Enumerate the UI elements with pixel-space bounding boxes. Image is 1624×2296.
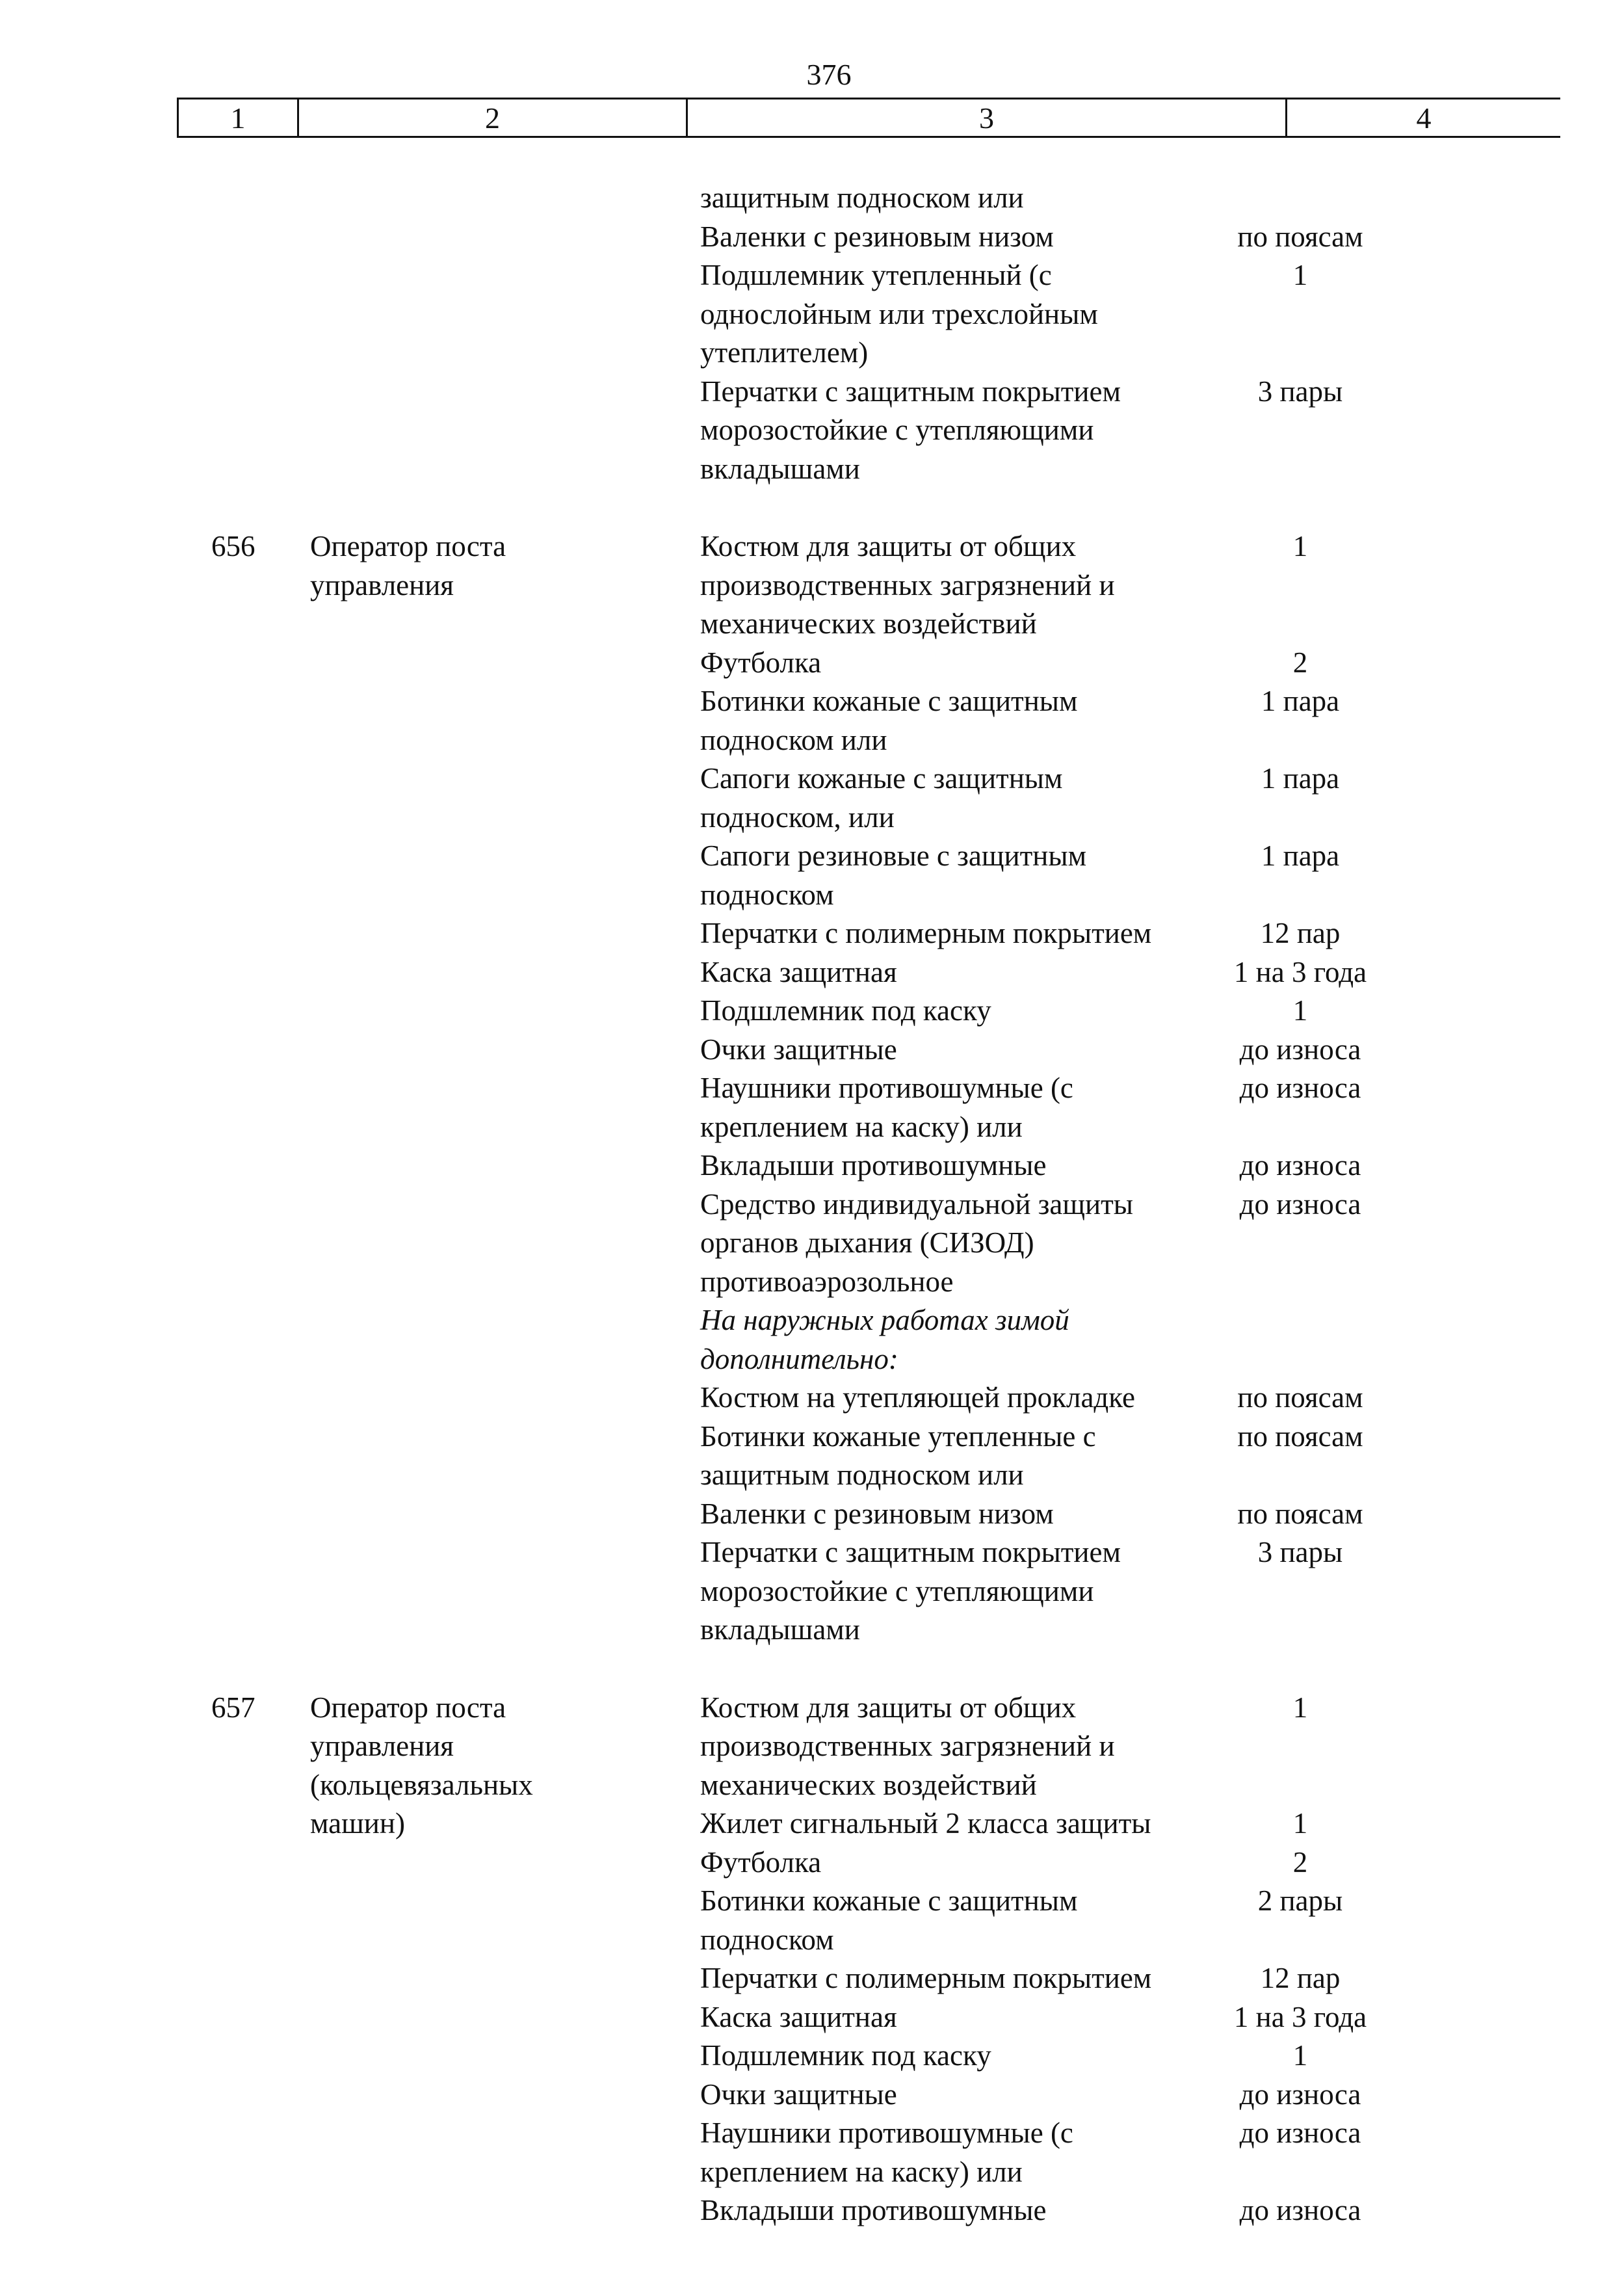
header-col-2: 2 — [299, 99, 688, 136]
continuation-item-1-line-0: Валенки с резиновым низом — [700, 220, 1054, 253]
continuation-item-3-line-2: вкладышами — [700, 452, 860, 485]
entry-657-item-3-line-0: Ботинки кожаные с защитным — [700, 1884, 1078, 1917]
entry-656-item-4-line-1: подноском — [700, 878, 834, 911]
entry-657-profession-line-2: (кольцевязальных — [310, 1768, 533, 1801]
page-number: 376 — [806, 58, 852, 91]
entry-657-number: 657 — [211, 1691, 255, 1724]
entry-657-profession-line-0: Оператор поста — [310, 1691, 506, 1724]
entry-656-profession-line-1: управления — [310, 568, 454, 601]
continuation-item-2-line-0: Подшлемник утепленный (с — [700, 259, 1052, 291]
entry-657-item-0-line-1: производственных загрязнений и — [700, 1730, 1115, 1762]
entry-656-item-9-line-1: креплением на каску) или — [700, 1110, 1023, 1143]
entry-657-profession-line-1: управления — [310, 1730, 454, 1762]
entry-656-item-6-line-0: Каска защитная — [700, 955, 897, 988]
entry-657-profession-line-3: машин) — [310, 1807, 405, 1840]
continuation-item-3-line-0: Перчатки с защитным покрытием — [700, 375, 1121, 408]
entry-656-item-2-line-0: Ботинки кожаные с защитным — [700, 685, 1078, 717]
entry-656-item-11-line-1: органов дыхания (СИЗОД) — [700, 1226, 1034, 1259]
entry-657-item-6-line-0: Подшлемник под каску — [700, 2039, 991, 2072]
entry-657-item-8-line-1: креплением на каску) или — [700, 2155, 1023, 2188]
entry-656-number: 656 — [211, 530, 255, 562]
continuation-item-2-line-1: однослойным или трехслойным — [700, 297, 1098, 330]
entry-656-item-2-line-1: подноском или — [700, 723, 887, 756]
entry-656-item-0-line-1: производственных загрязнений и — [700, 568, 1115, 601]
entry-656-item-9-line-0: Наушники противошумные (с — [700, 1072, 1073, 1104]
table-header — [177, 98, 1560, 138]
entry-656-item-16-line-1: морозостойкие с утепляющими — [700, 1574, 1094, 1607]
entry-656-profession-line-0: Оператор поста — [310, 530, 506, 562]
entry-657-item-5-line-0: Каска защитная — [700, 2000, 897, 2033]
entry-656-item-12-line-1: дополнительно: — [700, 1342, 898, 1375]
entry-656-item-0-line-0: Костюм для защиты от общих — [700, 530, 1077, 562]
entry-656-item-12-line-0: На наружных работах зимой — [700, 1304, 1069, 1336]
entry-657-item-7-line-0: Очки защитные — [700, 2078, 897, 2111]
entry-657-item-1-line-0: Жилет сигнальный 2 класса защиты — [700, 1807, 1151, 1840]
entry-656-item-0-line-2: механических воздействий — [700, 607, 1037, 640]
entry-656-item-16-line-2: вкладышами — [700, 1613, 860, 1646]
entry-656-item-1-line-0: Футболка — [700, 646, 822, 679]
entry-656-item-13-line-0: Костюм на утепляющей прокладке — [700, 1381, 1136, 1414]
entry-656-item-14-line-1: защитным подноском или — [700, 1458, 1024, 1491]
entry-657-item-3-line-1: подноском — [700, 1923, 834, 1956]
continuation-item-3-line-1: морозостойкие с утепляющими — [700, 414, 1094, 446]
entry-657-item-2-line-0: Футболка — [700, 1845, 822, 1879]
entry-656-item-11-line-0: Средство индивидуальной защиты — [700, 1187, 1134, 1221]
header-col-1: 1 — [179, 99, 299, 136]
header-col-3: 3 — [688, 99, 1287, 136]
entry-656-item-11-line-2: противоаэрозольное — [700, 1265, 954, 1298]
entry-656-item-7-line-0: Подшлемник под каску — [700, 994, 991, 1027]
entry-657-item-9-line-0: Вкладыши противошумные — [700, 2194, 1047, 2226]
entry-657-item-0-line-2: механических воздействий — [700, 1768, 1037, 1801]
entry-656-item-8-line-0: Очки защитные — [700, 1033, 897, 1066]
entry-656-item-4-line-0: Сапоги резиновые с защитным — [700, 839, 1087, 872]
continuation-item-2-line-2: утеплителем) — [700, 336, 869, 369]
entry-656-item-16-line-0: Перчатки с защитным покрытием — [700, 1536, 1121, 1568]
entry-656-item-15-line-0: Валенки с резиновым низом — [700, 1497, 1054, 1530]
entry-656-item-3-line-1: подноском, или — [700, 800, 895, 834]
entry-657-item-0-line-0: Костюм для защиты от общих — [700, 1691, 1077, 1724]
entry-657-item-8-line-0: Наушники противошумные (с — [700, 2117, 1073, 2149]
entry-656-item-3-line-0: Сапоги кожаные с защитным — [700, 762, 1063, 795]
header-col-4: 4 — [1416, 101, 1432, 135]
entry-657-item-4-line-0: Перчатки с полимерным покрытием — [700, 1962, 1152, 1994]
entry-656-item-10-line-0: Вкладыши противошумные — [700, 1149, 1047, 1181]
continuation-item-0-line-0: защитным подноском или — [700, 181, 1024, 214]
entry-656-item-14-line-0: Ботинки кожаные утепленные с — [700, 1419, 1096, 1453]
entry-656-item-5-line-0: Перчатки с полимерным покрытием — [700, 917, 1152, 949]
